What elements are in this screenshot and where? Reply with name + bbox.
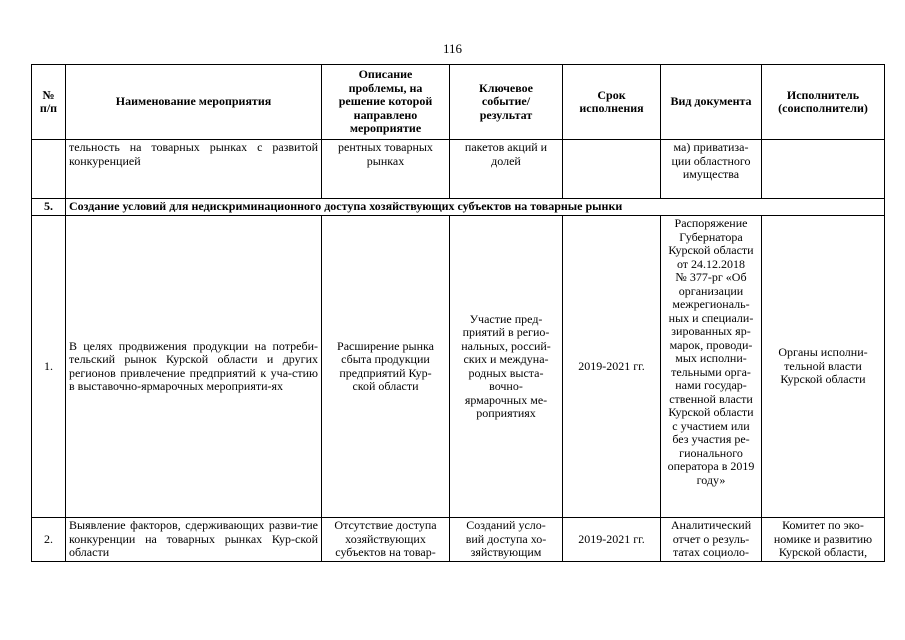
table-header-row [32,65,885,140]
cell-num: 1. [32,216,66,518]
cell-num [32,140,66,199]
cell-problem: Отсутствие доступа хозяйствующих субъектов на товар- [322,518,450,562]
measures-table [31,64,885,562]
section-num: 5. [32,199,66,216]
section-title: Создание условий для недискриминационного доступа хозяйствующих субъектов на товарные рынки [66,199,885,216]
cell-deadline: 2019-2021 гг. [563,518,661,562]
cell-executor: Органы исполни- тельной власти Курской области [762,216,885,518]
header-event: Ключевое событие/ результат [450,65,563,140]
cell-deadline [563,140,661,199]
cell-event: пакетов акций и долей [450,140,563,199]
cell-name: Выявление факторов, сдерживающих разви-тие конкуренции на товарных рынках Кур-ской области [66,518,322,562]
cell-problem: Расширение рынка сбыта продукции предприятий Кур- ской области [322,216,450,518]
cell-problem: рентных товарных рынках [322,140,450,199]
table-row-continuation [32,140,885,199]
header-executor: Исполнитель (соисполнители) [762,65,885,140]
section-row [32,199,885,216]
cell-doc-type: Распоряжение Губернатора Курской области от 24.12.2018 № 377-рг «Об организации межрегиональ- ных и специали- зированных яр- марок, проводи- мых исполни- тельными орга- нами государ- ственной власти Курской области с участием или без участия ре- гионального оператора в 2019 году» [661,216,762,518]
header-problem: Описание проблемы, на решение которой направлено мероприятие [322,65,450,140]
cell-deadline: 2019-2021 гг. [563,216,661,518]
cell-executor: Комитет по эко- номике и развитию Курской области, [762,518,885,562]
table-row [32,518,885,562]
cell-doc-type: ма) приватиза- ции областного имущества [661,140,762,199]
header-deadline: Срок исполнения [563,65,661,140]
cell-event: Участие пред- приятий в регио- нальных, россий- ских и междуна- родных выста- вочно- ярмарочных ме- роприятиях [450,216,563,518]
cell-event: Созданий усло- вий доступа хо- зяйствующим [450,518,563,562]
cell-doc-type: Аналитический отчет о резуль- татах социоло- [661,518,762,562]
page-number: 116 [442,41,463,56]
cell-name: тельность на товарных рынках с развитой конкуренцией [66,140,322,199]
header-name: Наименование мероприятия [66,65,322,140]
cell-executor [762,140,885,199]
header-doc-type: Вид документа [661,65,762,140]
cell-num: 2. [32,518,66,562]
header-num: № п/п [32,65,66,140]
table-row [32,216,885,518]
cell-name: В целях продвижения продукции на потреби-тельский рынок Курской области и других регионов привлечение предприятий к уча-стию в выставочно-ярмарочных мероприяти-ях [66,216,322,518]
